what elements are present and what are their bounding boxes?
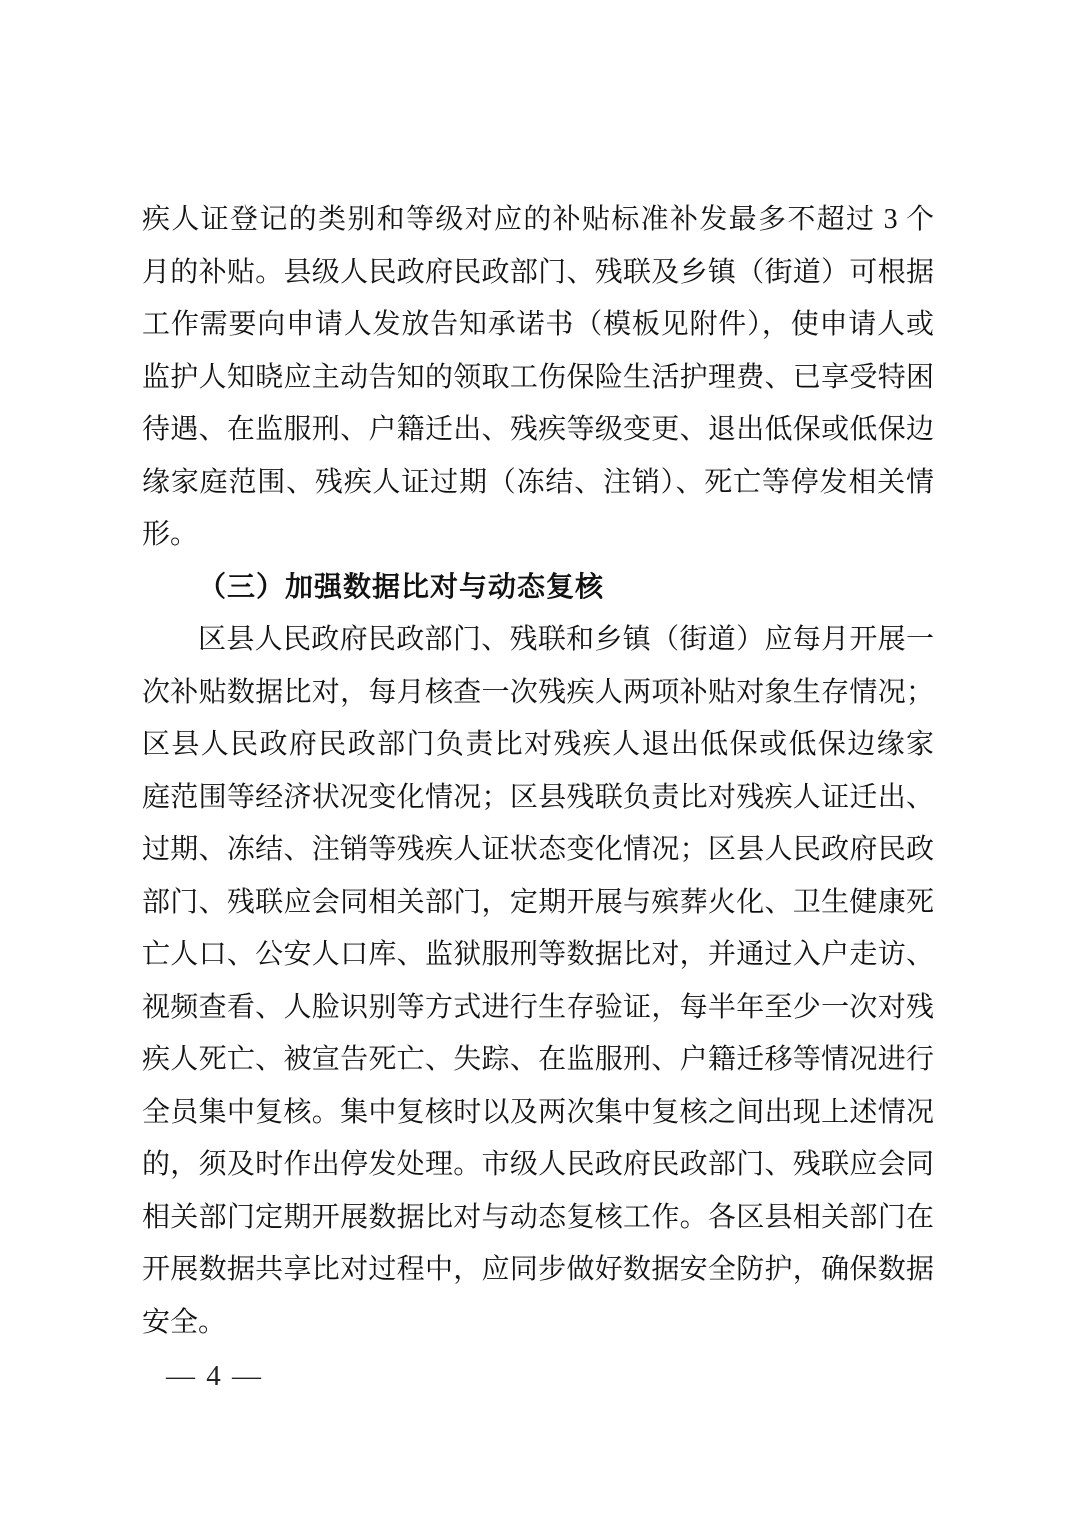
section-heading: （三）加强数据比对与动态复核 [198,571,605,603]
text-line: 待遇、在监服刑、户籍迁出、残疾等级变更、退出低保或低保边 [142,414,934,445]
text-line: 区县人民政府民政部门、残联和乡镇（街道）应每月开展一 [198,624,934,655]
text-line: 亡人口、公安人口库、监狱服刑等数据比对，并通过入户走访、 [142,939,934,970]
text-line: 过期、冻结、注销等残疾人证状态变化情况；区县人民政府民政 [142,834,934,865]
text-line: 月的补贴。县级人民政府民政部门、残联及乡镇（街道）可根据 [142,256,934,288]
text-line: 全员集中复核。集中复核时以及两次集中复核之间出现上述情况 [142,1096,934,1128]
text-line: 相关部门定期开展数据比对与动态复核工作。各区县相关部门在 [142,1201,934,1233]
text-line: 区县人民政府民政部门负责比对残疾人退出低保或低保边缘家 [142,729,934,760]
page-number: — 4 — [166,1360,263,1392]
text-line: 形。 [142,519,199,550]
document-body [142,194,934,1349]
text-line: 安全。 [142,1306,227,1338]
text-line: 庭范围等经济状况变化情况；区县残联负责比对残疾人证迁出、 [142,781,934,813]
text-line: 疾人证登记的类别和等级对应的补贴标准补发最多不超过 3 个 [142,204,934,235]
text-line: 视频查看、人脸识别等方式进行生存验证，每半年至少一次对残 [142,991,934,1023]
text-line: 部门、残联应会同相关部门，定期开展与殡葬火化、卫生健康死 [142,886,934,918]
text-line: 疾人死亡、被宣告死亡、失踪、在监服刑、户籍迁移等情况进行 [142,1044,934,1075]
text-line: 开展数据共享比对过程中，应同步做好数据安全防护，确保数据 [142,1254,934,1285]
text-line: 工作需要向申请人发放告知承诺书（模板见附件），使申请人或 [142,309,934,340]
text-line: 次补贴数据比对，每月核查一次残疾人两项补贴对象生存情况； [142,676,934,708]
text-line: 的，须及时作出停发处理。市级人民政府民政部门、残联应会同 [142,1149,934,1180]
text-line: 监护人知晓应主动告知的领取工伤保险生活护理费、已享受特困 [142,361,934,393]
text-line: 缘家庭范围、残疾人证过期（冻结、注销）、死亡等停发相关情 [142,466,934,498]
